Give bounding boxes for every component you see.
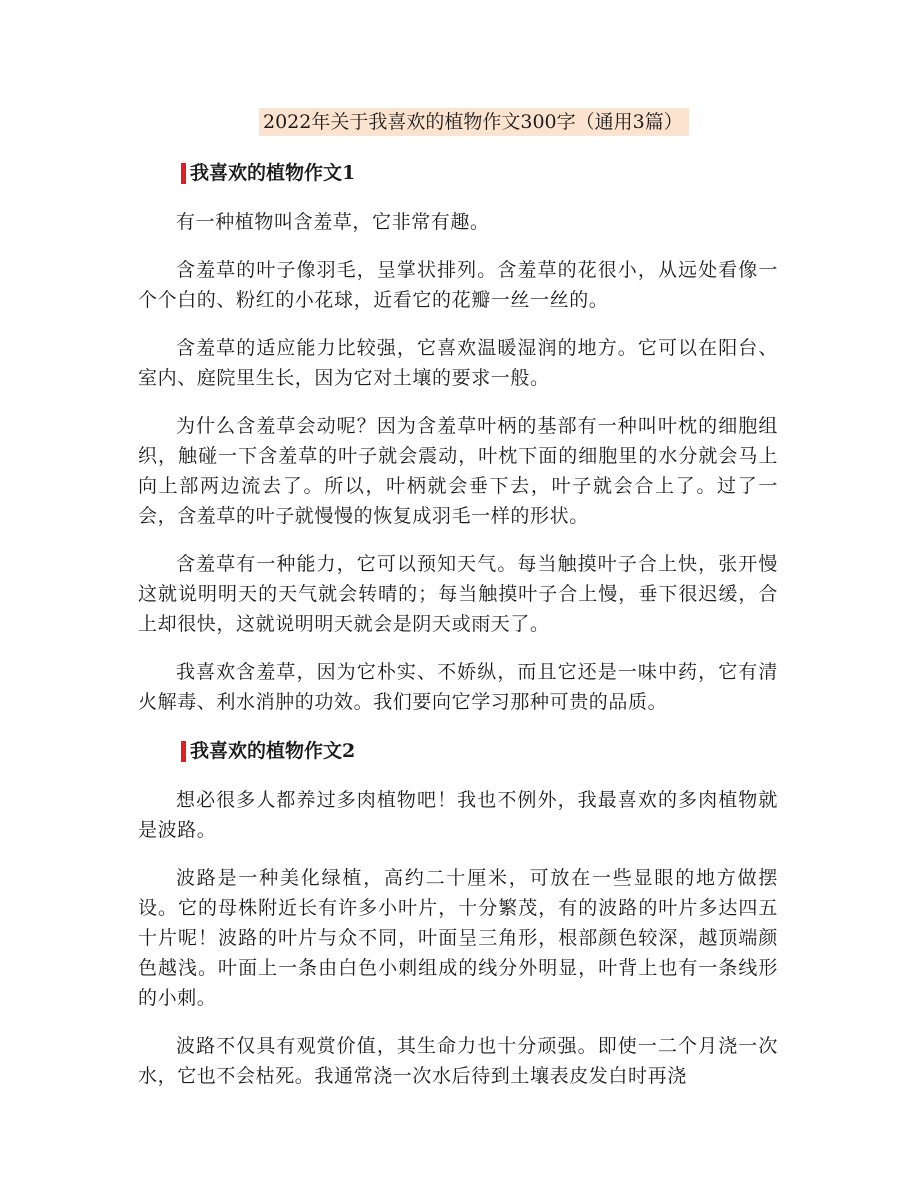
section-heading-text: 我喜欢的植物作文1 (190, 162, 356, 184)
paragraph: 波路不仅具有观赏价值，其生命力也十分顽强。即使一二个月浇一次水，它也不会枯死。我通常浇一次水后待到土壤表皮发白时再浇 (138, 1035, 778, 1087)
paragraph: 含羞草有一种能力，它可以预知天气。每当触摸叶子合上快，张开慢这就说明明天的天气就会转晴的；每当触摸叶子合上慢，垂下很迟缓，合上却很快，这就说明明天就会是阴天或雨天了。 (138, 553, 778, 635)
paragraph: 想必很多人都养过多肉植物吧！我也不例外，我最喜欢的多肉植物就是波路。 (138, 789, 778, 841)
paragraph: 波路是一种美化绿植，高约二十厘米，可放在一些显眼的地方做摆设。它的母株附近长有许多小叶片，十分繁茂，有的波路的叶片多达四五十片呢！波路的叶片与众不同，叶面呈三角形，根部颜色较深，越顶端颜色越浅。叶面上一条由白色小刺组成的线分外明显，叶背上也有一条线形的小刺。 (138, 867, 778, 1009)
paragraph: 含羞草的适应能力比较强，它喜欢温暖湿润的地方。它可以在阳台、室内、庭院里生长，因为它对土壤的要求一般。 (138, 337, 778, 389)
paragraph: 含羞草的叶子像羽毛，呈掌状排列。含羞草的花很小，从远处看像一个个白的、粉红的小花球，近看它的花瓣一丝一丝的。 (138, 259, 778, 311)
section-heading-2 (138, 735, 778, 767)
document-body (138, 157, 778, 1109)
heading-marker-icon (181, 163, 186, 184)
paragraph: 有一种植物叫含羞草，它非常有趣。 (176, 211, 490, 233)
document-title: 2022年关于我喜欢的植物作文300字（通用3篇） (259, 108, 689, 136)
heading-marker-icon (181, 741, 186, 762)
paragraph: 为什么含羞草会动呢？因为含羞草叶柄的基部有一种叫叶枕的细胞组织，触碰一下含羞草的叶子就会震动，叶枕下面的细胞里的水分就会马上向上部两边流去了。所以，叶柄就会垂下去，叶子就会合上了。过了一会，含羞草的叶子就慢慢的恢复成羽毛一样的形状。 (138, 415, 778, 527)
paragraph: 我喜欢含羞草，因为它朴实、不娇纵，而且它还是一味中药，它有清火解毒、利水消肿的功效。我们要向它学习那种可贵的品质。 (138, 661, 778, 713)
section-heading-1 (138, 157, 778, 189)
section-heading-text: 我喜欢的植物作文2 (190, 740, 356, 762)
